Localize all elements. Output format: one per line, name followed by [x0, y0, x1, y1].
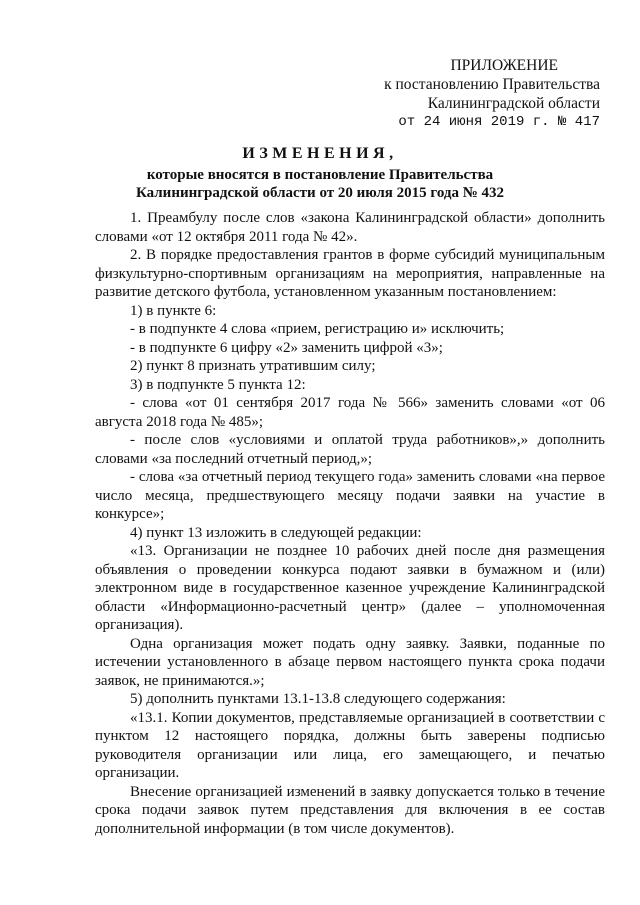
paragraph: 1) в пункте 6:: [130, 302, 217, 319]
paragraph: Одна организация может подать одну заявку. Заявки, поданные по истечении установленного в абзаце первом настоящего пункта срока подачи заявок, не принимаются.»;: [95, 635, 605, 689]
appendix-date-line: от 24 июня 2019 г. № 417: [398, 114, 600, 130]
appendix-line-2: Калининградской области: [427, 95, 600, 112]
document-subheading-1: которые вносятся в постановление Правительства: [146, 167, 494, 183]
appendix-line-1: к постановлению Правительства: [384, 76, 600, 93]
paragraph: «13.1. Копии документов, представляемые организацией в соответствии с пунктом 12 настоящего порядка, должны быть заверены подписью руководителя организации или лица, его замещающего, и печатью организации.: [95, 709, 605, 781]
paragraph: Внесение организацией изменений в заявку допускается только в течение срока подачи заявок путем представления для включения в ее состав дополнительной информации (в том числе документов).: [95, 783, 605, 837]
document-body: [95, 209, 605, 838]
paragraph: - после слов «условиями и оплатой труда работников»,» дополнить словами «за последний отчетный период,»;: [95, 432, 605, 467]
appendix-header: [360, 56, 600, 132]
paragraph: 1. Преамбулу после слов «закона Калининградской области» дополнить словами «от 12 октября 2011 года № 42».: [95, 210, 605, 245]
paragraph: - в подпункте 4 слова «прием, регистрацию и» исключить;: [130, 321, 505, 337]
paragraph: 4) пункт 13 изложить в следующей редакции:: [130, 524, 422, 541]
paragraph: 3) в подпункте 5 пункта 12:: [130, 376, 306, 393]
document-heading: ИЗМЕНЕНИЯ,: [242, 145, 398, 162]
paragraph: 2. В порядке предоставления грантов в форме субсидий муниципальным физкультурно-спортивным организациям на мероприятия, направленные на развитие детского футбола, установленном указанным постановлением:: [95, 247, 605, 300]
paragraph: 5) дополнить пунктами 13.1-13.8 следующего содержания:: [130, 691, 506, 707]
document-subheading-2: Калининградской области от 20 июля 2015 года № 432: [135, 185, 505, 201]
paragraph: «13. Организации не позднее 10 рабочих дней после дня размещения объявления о проведении конкурса подают заявки в бумажном и (или) электронном виде в государственное казенное учреждение Калининградской области «Информационно-расчетный центр» (далее – уполномоченная организация).: [95, 543, 605, 633]
paragraph: 2) пункт 8 признать утратившим силу;: [130, 358, 376, 374]
paragraph: - слова «от 01 сентября 2017 года № 566» заменить словами «от 06 августа 2018 года № 485»;: [95, 395, 605, 430]
paragraph: - в подпункте 6 цифру «2» заменить цифрой «3»;: [130, 339, 443, 356]
appendix-title: ПРИЛОЖЕНИЕ: [450, 57, 558, 74]
paragraph: - слова «за отчетный период текущего года» заменить словами «на первое число месяца, предшествующего месяцу подачи заявки на участие в конкурсе»;: [95, 469, 605, 522]
